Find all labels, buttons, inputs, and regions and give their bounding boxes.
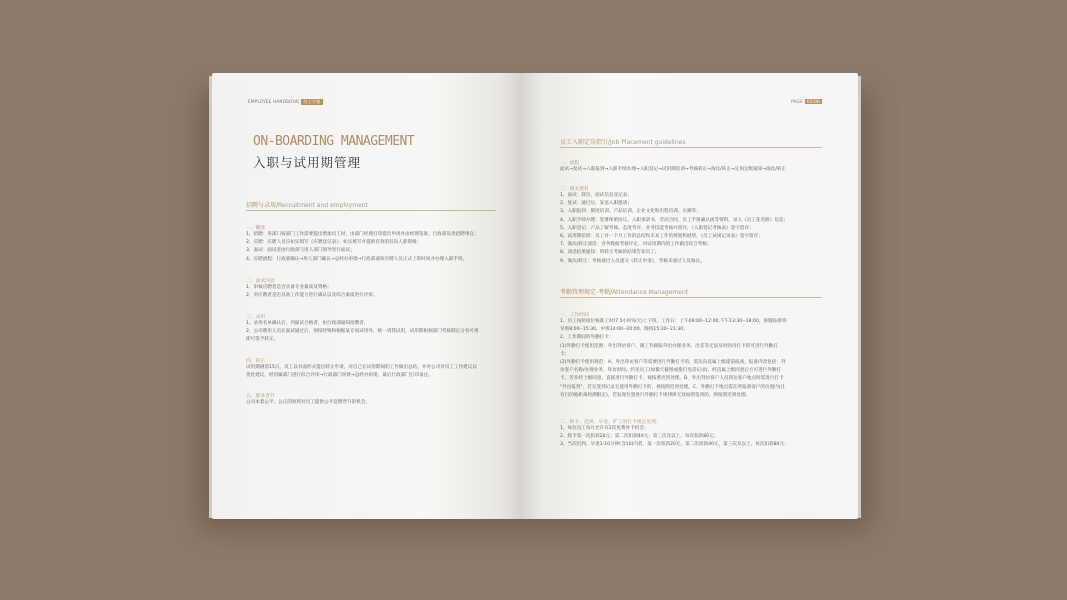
text-line: 试用期满前15日，员工以书面形式提出转正申请，对自己在试用期间的工作做出总结，并对公司对员工工作建议以 bbox=[246, 365, 477, 370]
page-title-en: ON-BOARDING MANAGEMENT bbox=[253, 134, 415, 149]
text-line: (1)外勤打卡使用范围：外出拜访客户、跟工作跟踪外出办理业务、出差等无法及时到司打卡的可进行外勤打 bbox=[560, 343, 778, 349]
text-line: 访客户名称/办理业务、拜访时间、约见员工(如微天截图或拨打电话记录)，经直属上级同意后方可进行外勤打 bbox=[560, 368, 782, 374]
section-title-cn: 员工入职定岗指引/ bbox=[560, 139, 611, 146]
subheading-hiring: 三、录用 bbox=[246, 315, 266, 320]
subheading-promotion: 五、职业晋升 bbox=[246, 394, 275, 399]
text-line: 1、审核应聘者是否具备专业素质及资格； bbox=[246, 285, 332, 290]
text-line: 早班8:00--15:30、中班14:00--20:00、晚班15:30--21:30； bbox=[560, 327, 688, 333]
section-title-job-placement bbox=[560, 137, 685, 146]
section-title-recruitment bbox=[246, 200, 368, 209]
subheading-interview: 二、面试内容 bbox=[246, 279, 275, 284]
text-line: "外出报到"，若无签到记录且使用外勤打卡的，视按照迟到处理。C、外勤打卡地点需在所报备客户的位置内(且 bbox=[560, 384, 786, 390]
paragraph-work-hours bbox=[560, 318, 822, 400]
left-header bbox=[248, 99, 323, 105]
paragraph-interview bbox=[246, 284, 498, 300]
section-title-en: Attendance Management bbox=[612, 289, 689, 296]
paragraph-hiring bbox=[246, 320, 498, 345]
subheading-work-hours: 一、工作时间 bbox=[560, 313, 589, 318]
right-header-label: PAGE bbox=[791, 99, 803, 104]
text-line: 优化建议，经用属部门进行综合评审→行政部门审批→总经办审批，最后行政部门打印备注。 bbox=[246, 373, 433, 379]
subheading-overview: 一、概述 bbox=[246, 226, 266, 231]
section-title-cn: 考勤管理规定-考勤/ bbox=[560, 289, 613, 296]
text-line: 7、淘汰/转正谈话：业务数据考核评定，对试用期内的工作做出综合考核； bbox=[560, 242, 712, 248]
right-page-edge bbox=[858, 76, 861, 518]
text-line: 6、试用期培训：员工对一个月工作的总结和未来工作的规划和展望，《员工试岗记录表》签字留存； bbox=[560, 234, 763, 240]
paragraph-regularization bbox=[246, 364, 498, 380]
text-line: 2、工作期间的外勤打卡： bbox=[560, 335, 614, 341]
text-line: 有目的地距离检测限定)，若发现位置进行外勤打卡规律律无效如照签到的，则按照迟到处理。 bbox=[560, 392, 751, 398]
text-line: 3、入职报到：制度培训、产品培训、企业文化和历程培训、实操等； bbox=[560, 209, 701, 215]
text-line: 1、员工按照岗位核准工时(7.5小时每天)上下班，工作日：上午09:00--12:00,下午13:30--18:00，客服按排班 bbox=[560, 319, 787, 324]
text-line: 1、面试：简历、面试信息登记表； bbox=[560, 193, 632, 198]
section-divider bbox=[560, 147, 822, 148]
text-line: 卡。若未经上级同意，直接进行外勤打卡，视按照迟到处理。B、外出拜访客户人员到达客户地点时需进行打卡 bbox=[560, 376, 784, 382]
text-line: 2、复试：通过后，发送入职邀请； bbox=[560, 201, 632, 207]
text-line: 1、录用名单确认后，列面试合格者，由行政部通知招聘者； bbox=[246, 321, 369, 326]
paragraph-promotion bbox=[246, 399, 498, 407]
paragraph-penalties bbox=[560, 425, 822, 450]
section-divider bbox=[560, 297, 822, 298]
left-header-tag: 员工手册 bbox=[303, 99, 321, 104]
paragraph-overview bbox=[246, 231, 498, 264]
paragraph-process bbox=[560, 166, 822, 174]
subheading-materials: 二、相关资料 bbox=[560, 187, 589, 192]
text-line: 卡； bbox=[560, 351, 570, 357]
text-line: 2、公司聘用人员在面试通过后，须按特殊和根据某专项试用外，统一请我试用，试用期根据部门考核制定分各可视 bbox=[246, 329, 479, 335]
left-page bbox=[212, 73, 522, 519]
text-line: 1、每位员工每月允许有2次免费补卡机会； bbox=[560, 426, 649, 431]
paragraph-materials bbox=[560, 192, 822, 266]
subheading-regularization: 四、转正 bbox=[246, 359, 266, 364]
subheading-penalties: 二、缺卡、迟到、早退、旷工的打卡规定处理： bbox=[560, 420, 661, 425]
section-title-en: Job Placement guidelines bbox=[610, 139, 686, 146]
right-header bbox=[791, 99, 822, 104]
section-title-cn: 招聘与录用/ bbox=[246, 202, 279, 209]
text-line: 2、对应聘者是否具备工作能力进行确认以及综合素质进行评审。 bbox=[246, 293, 378, 299]
section-divider bbox=[246, 210, 496, 211]
section-title-attendance bbox=[560, 287, 688, 296]
section-title-en: Recruitment and employment bbox=[278, 202, 368, 209]
text-line: 公司本着公平、公正的原则对员工提供公平竞聘晋升的机会。 bbox=[246, 400, 371, 405]
text-line: 9、淘汰/转正：考核通过人员递交《转正申请》，考核未通过人员淘汰。 bbox=[560, 258, 705, 264]
text-line: 即可签予转正。 bbox=[246, 337, 279, 343]
text-line: 8、谈话结果通知：将转正考核的结果告知员工； bbox=[560, 250, 660, 256]
open-book bbox=[212, 73, 858, 519]
text-line: (2)外勤打卡使用规范：A、外出拜访客户等需要进行外勤打卡的，需先向直属上级提前报备，报备内容包括：拜 bbox=[560, 360, 786, 366]
left-header-label: EMPLOYEE HANDBOOK bbox=[248, 99, 300, 104]
page-number-tag: 05/06 bbox=[806, 99, 820, 104]
right-page bbox=[522, 73, 858, 519]
text-line: 面试→复试→入职报到→入职手续办理→入职登记→试用期培训→考核转正→淘汰/转正→定岗定级通知→淘汰/转正 bbox=[560, 167, 787, 172]
text-line: 5、入职登记：产品了解考核、态度考评、业务技能考核并留存，《入职登记考核表》签字留存； bbox=[560, 225, 754, 231]
text-line: 4、应聘流程：行政部确认→用人部门确认→总经办审批→行政部通知应聘人员正式上班时间并办理入职手续。 bbox=[246, 256, 468, 262]
subheading-process: 一、流程 bbox=[560, 161, 580, 166]
text-line: 2、应聘：应聘人员应如实填写《应聘登记表》，如实填写并提供有效的双向人职资格； bbox=[246, 240, 422, 246]
page-title-cn: 入职与试用期管理 bbox=[253, 155, 362, 170]
text-line: 3、面试：面试者由行政部与用人部门领导进行面试； bbox=[246, 248, 355, 254]
text-line: 3、当次迟到、早退1-10分钟(含10)内者，第一次扣款20元，第二次扣款40元，第三次及以上，每次扣款80元； bbox=[560, 442, 789, 448]
text-line: 1、招聘：各部门按部门工作需要提出增加员工时，由部门经理打印提出申请并由经理签准，行政部负责招聘事宜； bbox=[246, 232, 479, 237]
text-line: 4、入职手续办理：签署保密协议、入职承诺书、劳动合同，员工手册确认函等资料，录入《员工花名册》信息； bbox=[560, 217, 789, 223]
text-line: 2、缺卡第一次扣款20元；第二次扣款40元；第三次及以上，每次扣款80元； bbox=[560, 434, 719, 440]
